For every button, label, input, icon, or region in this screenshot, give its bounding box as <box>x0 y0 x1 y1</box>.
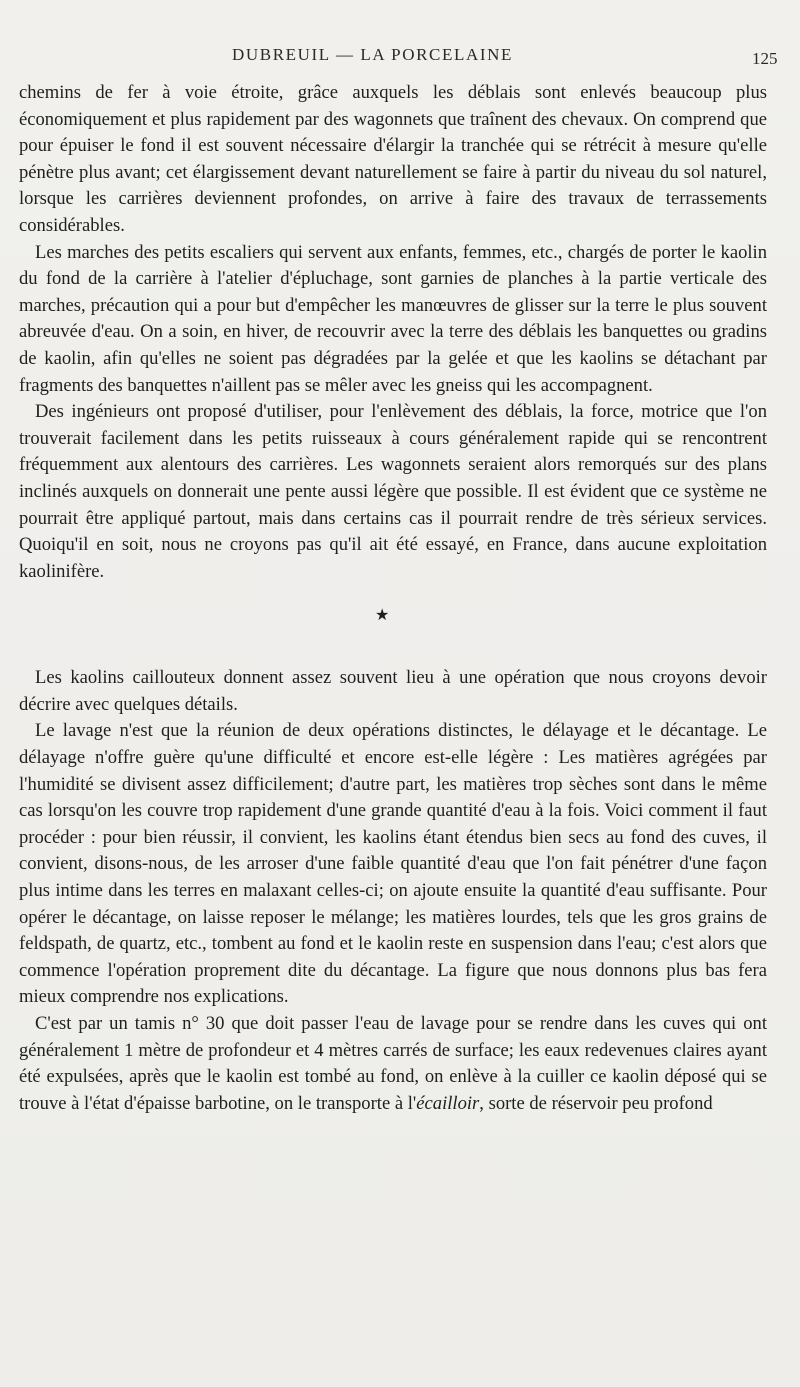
paragraph-lavage: Le lavage n'est que la réunion de deux opérations distinctes, le délayage et le décantage. Le délayage n'offre guère qu'une difficulté et encore est-elle légère : Les matières agrégées par l'humidité se divisent assez difficilement; d'autre part, les matières trop sèches sont dans le même cas lorsqu'on les couvre trop rapidement d'une grande quantité d'eau à la fois. Voici comment il faut procéder : pour bien réussir, il convient, les kaolins étant étendus bien secs au fond des cuves, il convient, disons-nous, de les arroser d'une faible quantité d'eau que l'on fait pénétrer d'une façon plus intime dans les terres en malaxant celles-ci; on ajoute ensuite la quantité d'eau suffisante. Pour opérer le décantage, on laisse reposer le mélange; les matières lourdes, tels que les gros grains de feldspath, de quartz, etc., tombent au fond et le kaolin reste en suspension dans l'eau; c'est alors que commence l'opération proprement dite du décantage. La figure que nous donnons plus bas fera mieux comprendre nos explications. <box>19 720 767 1008</box>
page-number: 125 <box>752 49 778 68</box>
running-title: DUBREUIL — LA PORCELAINE <box>232 45 513 64</box>
paragraph-tamis-tail: , sorte de réservoir peu profond <box>479 1092 713 1114</box>
paragraph-tamis-text: C'est par un tamis n° 30 que doit passer l'eau de lavage pour se rendre dans les cuves qui ont généralement 1 mètre de profondeur et 4 mètres carrés de surface; les eaux redevenues claires ayant été expulsées, après que le kaolin est tombé au fond, on enlève à la cuiller ce kaolin déposé qui se trouve à l'état d'épaisse barbotine, on le transporte à l' <box>19 1013 767 1114</box>
body-text <box>19 80 767 1117</box>
star-ornament: ★ <box>375 607 390 625</box>
paragraph-tamis <box>19 1011 767 1117</box>
running-head <box>0 45 800 75</box>
italic-term-ecailloir: écailloir <box>416 1092 480 1114</box>
section-separator <box>19 585 767 665</box>
paragraph-engineers: Des ingénieurs ont proposé d'utiliser, pour l'enlèvement des déblais, la force, motrice que l'on trouverait facilement dans les petits ruisseaux à cours généralement rapide qui se rencontrent fréquemment aux alentours des carrières. Les wagonnets seraient alors remorqués sur des plans inclinés auxquels on donnerait une pente aussi légère que possible. Il est évident que ce système ne pourrait être appliqué partout, mais dans certains cas il pourrait rendre de très sérieux services. Quoiqu'il en soit, nous ne croyons pas qu'il ait été essayé, en France, dans aucune exploitation kaolinifère. <box>19 401 767 582</box>
paragraph-continued: chemins de fer à voie étroite, grâce auxquels les déblais sont enlevés beaucoup plus économiquement et plus rapidement par des wagonnets que traînent des chevaux. On comprend que pour épuiser le fond il est souvent nécessaire d'élargir la tranchée qui se rétrécit à mesure qu'elle pénètre plus avant; cet élargissement devant naturellement se faire à partir du niveau du sol naturel, lorsque les carrières deviennent profondes, on arrive à faire des travaux de terrassements considérables. <box>19 82 767 236</box>
paragraph-kaolins-caillouteux: Les kaolins caillouteux donnent assez souvent lieu à une opération que nous croyons devoir décrire avec quelques détails. <box>19 667 767 715</box>
paragraph-staircases: Les marches des petits escaliers qui servent aux enfants, femmes, etc., chargés de porter le kaolin du fond de la carrière à l'atelier d'épluchage, sont garnies de planches à la partie verticale des marches, précaution qui a pour but d'empêcher les manœuvres de glisser sur la terre le plus souvent abreuvée d'eau. On a soin, en hiver, de recouvrir avec la terre des déblais les banquettes ou gradins de kaolin, afin qu'elles ne soient pas dégradées par la gelée et que les kaolins se détachant par fragments des banquettes n'aillent pas se mêler avec les gneiss qui les accompagnent. <box>19 241 767 396</box>
